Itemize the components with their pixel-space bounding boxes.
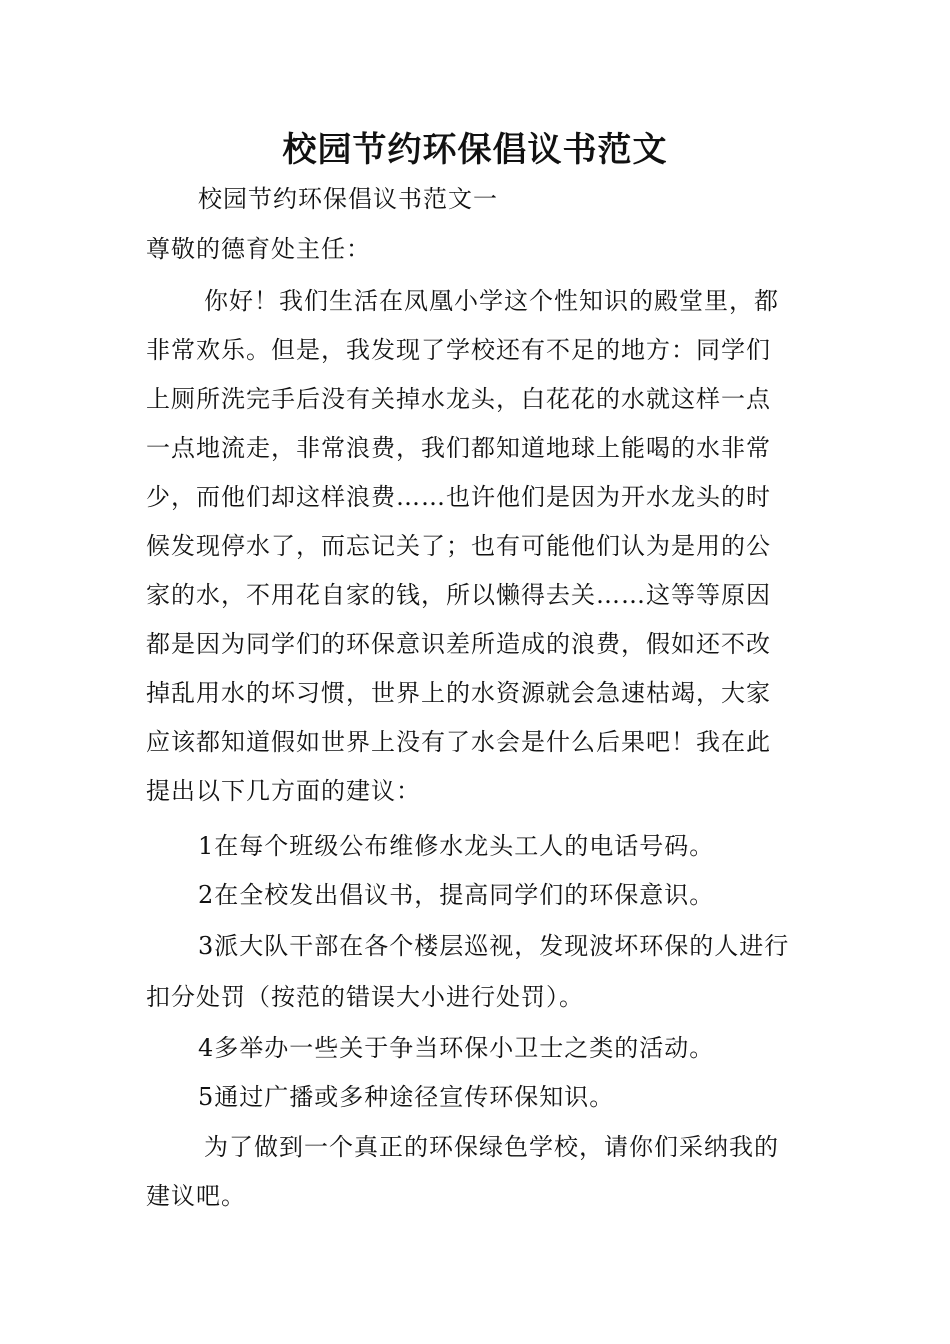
paragraph-line: 提出以下几方面的建议： (146, 777, 421, 805)
document-title: 校园节约环保倡议书范文 (282, 130, 668, 170)
document-subtitle: 校园节约环保倡议书范文一 (198, 185, 498, 213)
paragraph-line: 都是因为同学们的环保意识差所造成的浪费，假如还不改 (146, 630, 771, 658)
salutation: 尊敬的德育处主任： (146, 235, 371, 263)
paragraph-line: 家的水，不用花自家的钱，所以懒得去关……这等等原因 (146, 581, 771, 609)
paragraph-line: 上厕所洗完手后没有关掉水龙头，白花花的水就这样一点 (146, 385, 771, 413)
paragraph-line: 掉乱用水的坏习惯，世界上的水资源就会急速枯竭，大家 (146, 679, 771, 707)
suggestion-item: 4多举办一些关于争当环保小卫士之类的活动。 (198, 1034, 715, 1062)
paragraph-line: 少，而他们却这样浪费……也许他们是因为开水龙头的时 (146, 483, 771, 511)
suggestion-item: 1在每个班级公布维修水龙头工人的电话号码。 (198, 832, 715, 860)
suggestion-item-continuation: 扣分处罚（按范的错误大小进行处罚）。 (146, 983, 584, 1011)
paragraph-line: 候发现停水了，而忘记关了；也有可能他们认为是用的公 (146, 532, 771, 560)
suggestion-item: 3派大队干部在各个楼层巡视，发现波坏环保的人进行 (198, 932, 790, 960)
paragraph-line: 应该都知道假如世界上没有了水会是什么后果吧！我在此 (146, 728, 771, 756)
paragraph-line: 你好！我们生活在凤凰小学这个性知识的殿堂里，都 (204, 287, 779, 315)
paragraph-line: 非常欢乐。但是，我发现了学校还有不足的地方：同学们 (146, 336, 771, 364)
suggestion-item: 5通过广播或多种途径宣传环保知识。 (198, 1083, 615, 1111)
closing-line: 为了做到一个真正的环保绿色学校，请你们采纳我的 (204, 1133, 779, 1161)
paragraph-line: 一点地流走，非常浪费，我们都知道地球上能喝的水非常 (146, 434, 771, 462)
suggestion-item: 2在全校发出倡议书，提高同学们的环保意识。 (198, 881, 715, 909)
closing-line: 建议吧。 (146, 1182, 246, 1210)
